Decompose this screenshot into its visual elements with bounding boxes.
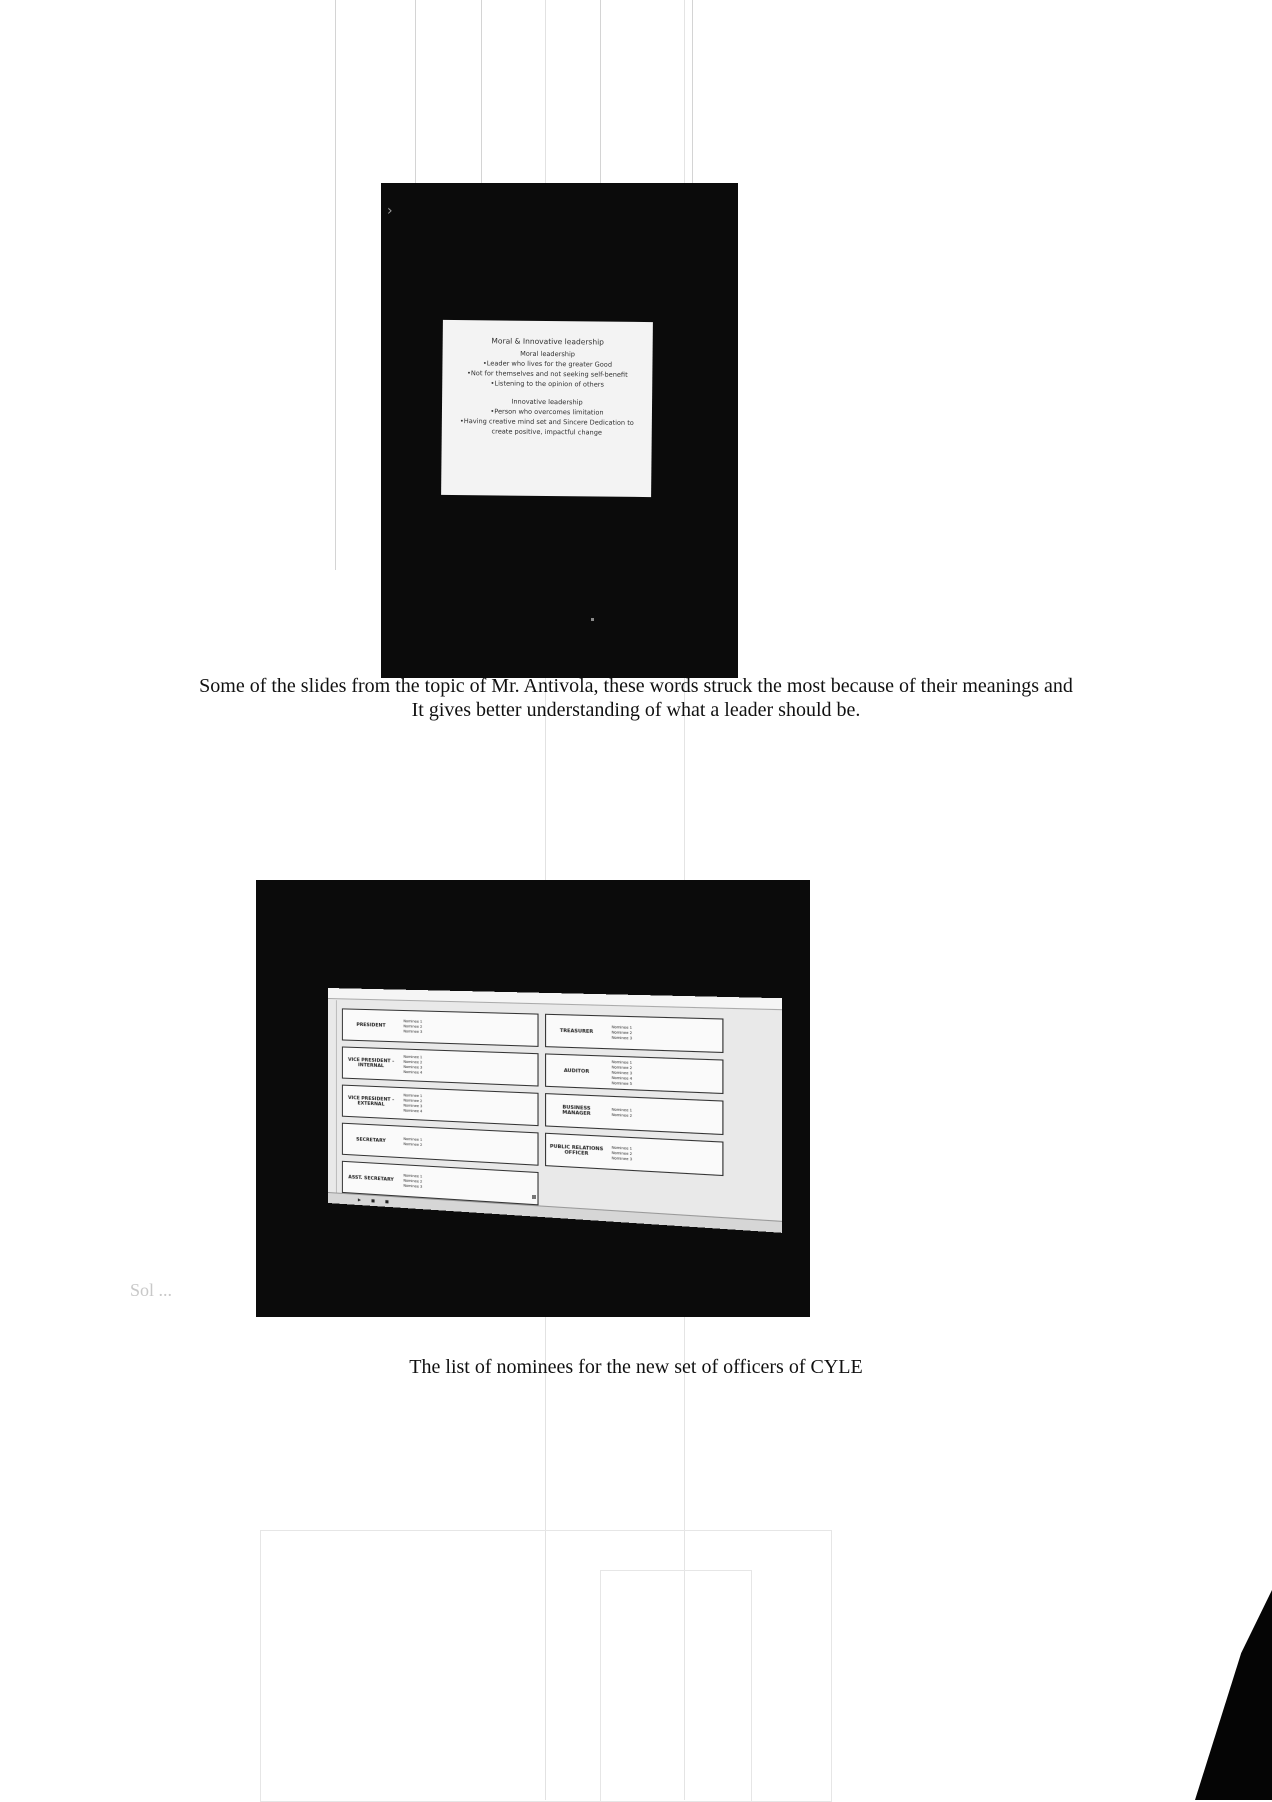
- spreadsheet-toolbar: [328, 988, 782, 1010]
- office-box: [545, 1093, 723, 1135]
- nominee-name: Nominee 5: [611, 1080, 633, 1086]
- slide-section-heading: Innovative leadership: [511, 397, 583, 407]
- nominee-name: Nominee 1: [403, 1054, 423, 1060]
- nominee-name: Nominee 2: [403, 1059, 423, 1065]
- nominee-name: Nominee 1: [403, 1018, 423, 1024]
- sheet-tabs: ▶ ■ ■: [328, 1192, 782, 1233]
- nominee-list: [399, 1173, 537, 1197]
- nominee-name: Nominee 2: [403, 1141, 423, 1148]
- office-box: [342, 1085, 539, 1127]
- nominee-name: Nominee 2: [611, 1029, 633, 1035]
- nominee-name: Nominee 3: [611, 1035, 633, 1040]
- slide-card: [441, 320, 653, 497]
- nominee-list: [607, 1145, 722, 1167]
- caption-line: The list of nominees for the new set of officers of CYLE: [409, 1356, 863, 1378]
- office-position: TREASURER: [559, 1028, 594, 1035]
- figure-caption: [0, 674, 1272, 722]
- nominee-name: Nominee 1: [403, 1172, 423, 1179]
- offices-right-column: [545, 1014, 723, 1183]
- caption-line: Some of the slides from the topic of Mr. Antivola, these words struck the most because of their meanings and: [199, 675, 1073, 697]
- nominee-name: Nominee 2: [403, 1023, 423, 1029]
- nominee-name: Nominee 3: [611, 1069, 633, 1075]
- nominee-name: Nominee 2: [611, 1064, 633, 1070]
- office-box: [545, 1014, 723, 1053]
- nominee-name: Nominee 1: [611, 1107, 633, 1113]
- spreadsheet-screen: [328, 988, 782, 1233]
- nominee-name: Nominee 1: [611, 1024, 633, 1030]
- slide-bullet: •Person who overcomes limitation: [490, 407, 604, 417]
- nominee-list: [607, 1107, 722, 1123]
- nominees-photo: [256, 880, 810, 1317]
- nominee-list: [399, 1055, 537, 1081]
- nominee-name: Nominee 2: [403, 1098, 423, 1104]
- office-position: SECRETARY: [356, 1136, 386, 1144]
- nominee-name: Nominee 3: [403, 1064, 423, 1070]
- caption-line: It gives better understanding of what a leader should be.: [411, 699, 861, 721]
- slide-bullet: •Leader who lives for the greater Good: [482, 359, 613, 369]
- nominee-name: Nominee 1: [611, 1144, 633, 1151]
- office-box: [342, 1123, 539, 1166]
- nominee-name: Nominee 3: [611, 1155, 633, 1161]
- photo-artifact-icon: ›: [387, 203, 393, 219]
- nominee-name: Nominee 2: [403, 1178, 423, 1184]
- office-box: [545, 1133, 723, 1176]
- slide-bullet: •Listening to the opinion of others: [490, 379, 604, 389]
- nominee-name: Nominee 4: [611, 1075, 633, 1081]
- nominee-name: Nominee 1: [403, 1093, 423, 1099]
- offices-left-column: [342, 1008, 539, 1211]
- office-position: ASST. SECRETARY: [348, 1174, 394, 1183]
- nominee-name: Nominee 4: [403, 1108, 423, 1114]
- office-box: [342, 1008, 539, 1047]
- nominee-name: Nominee 1: [403, 1136, 423, 1142]
- nominee-name: Nominee 3: [403, 1103, 423, 1109]
- bleed-through-text: Sol ...: [130, 1280, 173, 1300]
- slide-section-heading: Moral leadership: [520, 349, 576, 359]
- nominee-name: Nominee 1: [611, 1059, 633, 1065]
- slide-photo: [381, 183, 738, 678]
- nominee-name: Nominee 2: [611, 1112, 633, 1118]
- scan-edge-shadow: [1195, 1590, 1272, 1800]
- nominee-list: [399, 1093, 537, 1120]
- office-box: [342, 1046, 539, 1086]
- nominee-name: Nominee 2: [611, 1150, 633, 1156]
- figure-caption: [0, 1355, 1272, 1379]
- office-position: AUDITOR: [563, 1068, 590, 1075]
- office-position: VICE PRESIDENT - INTERNAL: [347, 1057, 395, 1070]
- slide-bullet: •Having creative mind set and Sincere Dedication to create positive, impactful change: [459, 417, 634, 437]
- row-numbers: [328, 1000, 337, 1194]
- slide-bullet: •Not for themselves and not seeking self-benefit: [466, 369, 628, 379]
- nominee-list: [607, 1024, 722, 1043]
- office-box: [545, 1053, 723, 1094]
- office-position: VICE PRESIDENT - EXTERNAL: [347, 1095, 395, 1108]
- nominee-name: Nominee 4: [403, 1069, 423, 1075]
- nominee-list: [607, 1059, 722, 1090]
- nominee-list: [399, 1019, 537, 1039]
- office-position: PRESIDENT: [356, 1022, 386, 1029]
- nominee-name: Nominee 3: [403, 1028, 423, 1034]
- office-position: PUBLIC RELATIONS OFFICER: [549, 1144, 604, 1157]
- slide-title: Moral & Innovative leadership: [491, 336, 604, 347]
- office-position: BUSINESS MANAGER: [562, 1105, 591, 1118]
- nominee-name: Nominee 3: [403, 1183, 423, 1189]
- nominee-list: [399, 1137, 537, 1155]
